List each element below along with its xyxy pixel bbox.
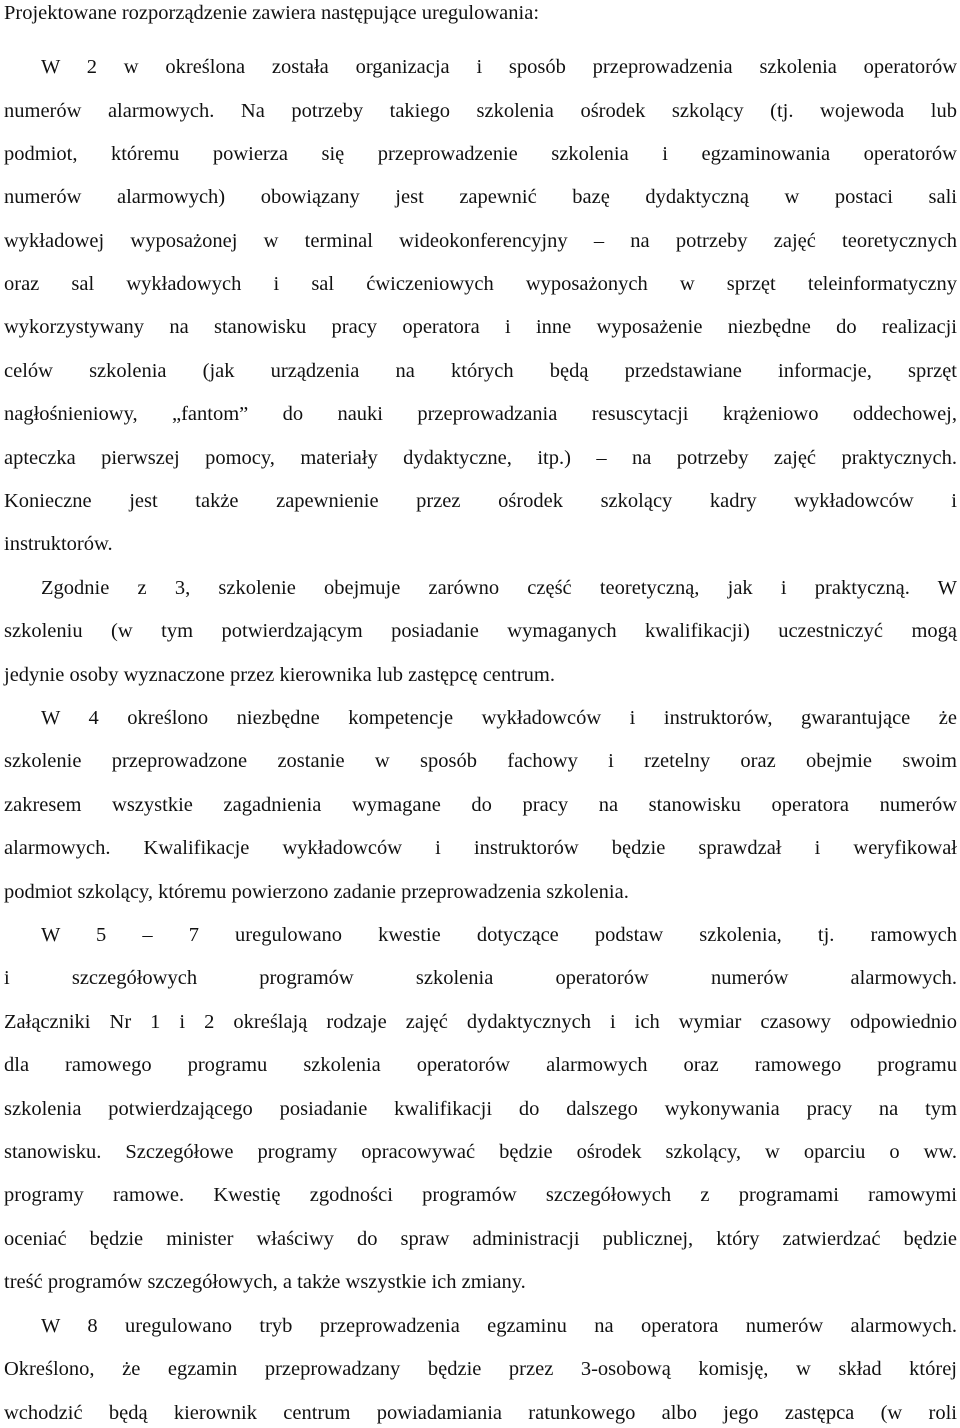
text-line: i szczegółowych programów szkolenia operatorów numerów alarmowych. — [4, 967, 957, 989]
text-line: oceniać będzie minister właściwy do spraw administracji publicznej, który zatwierdzać będzie — [4, 1228, 957, 1250]
text-line: podmiot szkolący, któremu powierzono zadanie przeprowadzenia szkolenia. — [4, 881, 629, 903]
text-line: W 5 – 7 uregulowano kwestie dotyczące podstaw szkolenia, tj. ramowych — [41, 924, 957, 946]
text-line: szkolenia potwierdzającego posiadanie kwalifikacji do dalszego wykonywania pracy na tym — [4, 1098, 957, 1120]
text-line: szkolenie przeprowadzone zostanie w sposób fachowy i rzetelny oraz obejmie swoim — [4, 750, 957, 772]
text-line: podmiot, któremu powierza się przeprowadzenie szkolenia i egzaminowania operatorów — [4, 143, 957, 165]
text-line: Konieczne jest także zapewnienie przez ośrodek szkolący kadry wykładowców i — [4, 490, 957, 512]
text-line: wykorzystywany na stanowisku pracy operatora i inne wyposażenie niezbędne do realizacji — [4, 316, 957, 338]
text-line: programy ramowe. Kwestię zgodności programów szczegółowych z programami ramowymi — [4, 1184, 957, 1206]
text-line: treść programów szczegółowych, a także wszystkie ich zmiany. — [4, 1271, 526, 1293]
text-line: wykładowej wyposażonej w terminal wideokonferencyjny – na potrzeby zajęć teoretycznych — [4, 230, 957, 252]
text-line: W 8 uregulowano tryb przeprowadzenia egzaminu na operatora numerów alarmowych. — [41, 1315, 957, 1337]
text-line: numerów alarmowych) obowiązany jest zapewnić bazę dydaktyczną w postaci sali — [4, 186, 957, 208]
text-line: numerów alarmowych. Na potrzeby takiego szkolenia ośrodek szkolący (tj. wojewoda lub — [4, 100, 957, 122]
text-line: Załączniki Nr 1 i 2 określają rodzaje zajęć dydaktycznych i ich wymiar czasowy odpowiednio — [4, 1011, 957, 1033]
text-line: W 4 określono niezbędne kompetencje wykładowców i instruktorów, gwarantujące że — [41, 707, 957, 729]
text-line: W 2 w określona została organizacja i sposób przeprowadzenia szkolenia operatorów — [41, 56, 957, 78]
text-line: zakresem wszystkie zagadnienia wymagane do pracy na stanowisku operatora numerów — [4, 794, 957, 816]
text-line: stanowisku. Szczegółowe programy opracowywać będzie ośrodek szkolący, w oparciu o ww. — [4, 1141, 957, 1163]
text-line: Określono, że egzamin przeprowadzany będzie przez 3-osobową komisję, w skład której — [4, 1358, 957, 1380]
text-line: Projektowane rozporządzenie zawiera następujące uregulowania: — [4, 2, 540, 24]
text-line: nagłośnieniowy, „fantom” do nauki przeprowadzania resuscytacji krążeniowo oddechowej, — [4, 403, 957, 425]
text-line: alarmowych. Kwalifikacje wykładowców i instruktorów będzie sprawdzał i weryfikował — [4, 837, 957, 859]
text-line: apteczka pierwszej pomocy, materiały dydaktyczne, itp.) – na potrzeby zajęć praktycznych. — [4, 447, 957, 469]
text-line: Zgodnie z 3, szkolenie obejmuje zarówno część teoretyczną, jak i praktyczną. W — [41, 577, 957, 599]
text-line: jedynie osoby wyznaczone przez kierownika lub zastępcę centrum. — [4, 664, 555, 686]
text-line: wchodzić będą kierownik centrum powiadamiania ratunkowego albo jego zastępca (w roli — [4, 1402, 957, 1424]
text-line: szkoleniu (w tym potwierdzającym posiadanie wymaganych kwalifikacji) uczestniczyć mogą — [4, 620, 957, 642]
text-line: celów szkolenia (jak urządzenia na których będą przedstawiane informacje, sprzęt — [4, 360, 957, 382]
text-line: dla ramowego programu szkolenia operatorów alarmowych oraz ramowego programu — [4, 1054, 957, 1076]
text-line: oraz sal wykładowych i sal ćwiczeniowych wyposażonych w sprzęt teleinformatyczny — [4, 273, 957, 295]
text-line: instruktorów. — [4, 533, 113, 555]
